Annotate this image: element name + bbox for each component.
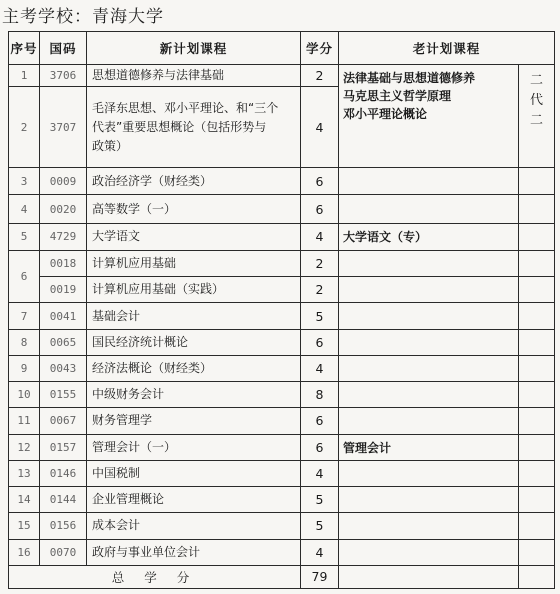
- credit-cell: 4: [301, 539, 339, 565]
- code-cell: 0146: [40, 460, 87, 486]
- old-course-cell: [339, 277, 519, 303]
- table-row: [9, 329, 555, 355]
- old-plan-side-cell: [519, 303, 555, 329]
- code-cell: 0144: [40, 487, 87, 513]
- course-cell: 计算机应用基础（实践）: [87, 277, 301, 303]
- old-course-cell: [339, 408, 519, 434]
- table-row: [9, 460, 555, 486]
- seq-cell: 9: [9, 355, 40, 381]
- col-header-seq: 序号: [9, 32, 40, 65]
- table-row: [9, 382, 555, 408]
- code-cell: 0157: [40, 434, 87, 460]
- old-plan-side-cell: [519, 195, 555, 223]
- credit-cell: 6: [301, 434, 339, 460]
- old-plan-side-cell: [519, 513, 555, 539]
- old-course-cell: [339, 250, 519, 276]
- code-cell: 3706: [40, 65, 87, 87]
- old-course-cell: [339, 329, 519, 355]
- credit-cell: 6: [301, 329, 339, 355]
- table-row: [9, 355, 555, 381]
- seq-cell: 11: [9, 408, 40, 434]
- old-plan-side-note: 二 代 二: [519, 65, 555, 168]
- table-row: [9, 168, 555, 195]
- old-plan-side-cell: [519, 329, 555, 355]
- seq-cell: 15: [9, 513, 40, 539]
- credit-cell: 5: [301, 487, 339, 513]
- table-row: [9, 223, 555, 250]
- seq-cell: 16: [9, 539, 40, 565]
- credit-cell: 6: [301, 168, 339, 195]
- credit-cell: 8: [301, 382, 339, 408]
- credit-cell: 6: [301, 195, 339, 223]
- course-cell: 国民经济统计概论: [87, 329, 301, 355]
- old-course-item: 法律基础与思想道德修养: [343, 71, 476, 86]
- course-cell: 思想道德修养与法律基础: [87, 65, 301, 87]
- seq-cell: 7: [9, 303, 40, 329]
- course-cell: 基础会计: [87, 303, 301, 329]
- course-cell: 毛泽东思想、邓小平理论、和“三个 代表”重要思想概论（包括形势与 政策）: [87, 87, 301, 168]
- course-plan-table: [8, 31, 555, 589]
- old-course-cell: [339, 195, 519, 223]
- credit-cell: 4: [301, 223, 339, 250]
- table-row: [9, 513, 555, 539]
- table-row: [9, 539, 555, 565]
- old-course-cell: [339, 355, 519, 381]
- code-cell: 4729: [40, 223, 87, 250]
- course-cell: 政府与事业单位会计: [87, 539, 301, 565]
- col-header-old-plan: 老计划课程: [339, 32, 555, 65]
- old-course-cell: [339, 460, 519, 486]
- course-cell: 高等数学（一）: [87, 195, 301, 223]
- old-plan-side-cell: [519, 487, 555, 513]
- code-cell: 0156: [40, 513, 87, 539]
- table-row: [9, 434, 555, 460]
- table-row: [9, 303, 555, 329]
- credit-cell: 2: [301, 277, 339, 303]
- course-cell: 计算机应用基础: [87, 250, 301, 276]
- table-row: [9, 195, 555, 223]
- code-cell: 0155: [40, 382, 87, 408]
- old-course-cell: [339, 382, 519, 408]
- code-cell: 0065: [40, 329, 87, 355]
- seq-cell: 13: [9, 460, 40, 486]
- credit-cell: 5: [301, 303, 339, 329]
- table-row: [9, 408, 555, 434]
- seq-cell: 1: [9, 65, 40, 87]
- old-plan-side-cell: [519, 223, 555, 250]
- credit-cell: 2: [301, 65, 339, 87]
- old-plan-side-cell: [519, 250, 555, 276]
- table-row: [9, 487, 555, 513]
- code-cell: 3707: [40, 87, 87, 168]
- code-cell: 0067: [40, 408, 87, 434]
- course-cell: 经济法概论（财经类）: [87, 355, 301, 381]
- old-course-item: 邓小平理论概论: [343, 107, 428, 122]
- table-row: [9, 277, 555, 303]
- seq-cell: 4: [9, 195, 40, 223]
- old-plan-side-cell: [519, 382, 555, 408]
- old-course-cell: [339, 168, 519, 195]
- course-cell: 政治经济学（财经类）: [87, 168, 301, 195]
- seq-cell: 6: [9, 250, 40, 302]
- school-title: 主考学校：青海大学: [2, 7, 164, 27]
- total-credit: 79: [301, 565, 339, 588]
- old-plan-side-cell: [519, 277, 555, 303]
- old-course-cell: 管理会计: [339, 434, 519, 460]
- seq-cell: 2: [9, 87, 40, 168]
- code-cell: 0019: [40, 277, 87, 303]
- col-header-code: 国码: [40, 32, 87, 65]
- course-cell: 中级财务会计: [87, 382, 301, 408]
- course-cell: 中国税制: [87, 460, 301, 486]
- table-header-row: [9, 32, 555, 65]
- seq-cell: 8: [9, 329, 40, 355]
- course-cell: 成本会计: [87, 513, 301, 539]
- seq-cell: 12: [9, 434, 40, 460]
- seq-cell: 3: [9, 168, 40, 195]
- table-row: [9, 65, 555, 87]
- old-course-group: [339, 65, 519, 168]
- col-header-new-plan: 新计划课程: [87, 32, 301, 65]
- code-cell: 0020: [40, 195, 87, 223]
- old-course-cell: 大学语文（专）: [339, 223, 519, 250]
- old-plan-side-cell: [519, 408, 555, 434]
- code-cell: 0041: [40, 303, 87, 329]
- old-plan-side-cell: [519, 539, 555, 565]
- seq-cell: 10: [9, 382, 40, 408]
- total-label: 总 学 分: [9, 565, 301, 588]
- seq-cell: 14: [9, 487, 40, 513]
- credit-cell: 5: [301, 513, 339, 539]
- course-cell: 财务管理学: [87, 408, 301, 434]
- course-cell: 大学语文: [87, 223, 301, 250]
- seq-cell: 5: [9, 223, 40, 250]
- code-cell: 0009: [40, 168, 87, 195]
- course-cell: 企业管理概论: [87, 487, 301, 513]
- old-course-cell: [339, 513, 519, 539]
- code-cell: 0043: [40, 355, 87, 381]
- credit-cell: 2: [301, 250, 339, 276]
- col-header-credit: 学分: [301, 32, 339, 65]
- code-cell: 0018: [40, 250, 87, 276]
- old-plan-side-cell: [519, 355, 555, 381]
- credit-cell: 6: [301, 408, 339, 434]
- old-course-item: 马克思主义哲学原理: [343, 89, 452, 104]
- code-cell: 0070: [40, 539, 87, 565]
- old-plan-side-cell: [519, 434, 555, 460]
- total-row: [9, 565, 555, 588]
- course-cell: 管理会计（一）: [87, 434, 301, 460]
- old-course-cell: [339, 487, 519, 513]
- table-row: [9, 250, 555, 276]
- credit-cell: 4: [301, 355, 339, 381]
- old-course-cell: [339, 539, 519, 565]
- credit-cell: 4: [301, 460, 339, 486]
- old-plan-side-cell: [519, 565, 555, 588]
- old-course-cell: [339, 565, 519, 588]
- old-course-cell: [339, 303, 519, 329]
- old-plan-side-cell: [519, 460, 555, 486]
- credit-cell: 4: [301, 87, 339, 168]
- old-plan-side-cell: [519, 168, 555, 195]
